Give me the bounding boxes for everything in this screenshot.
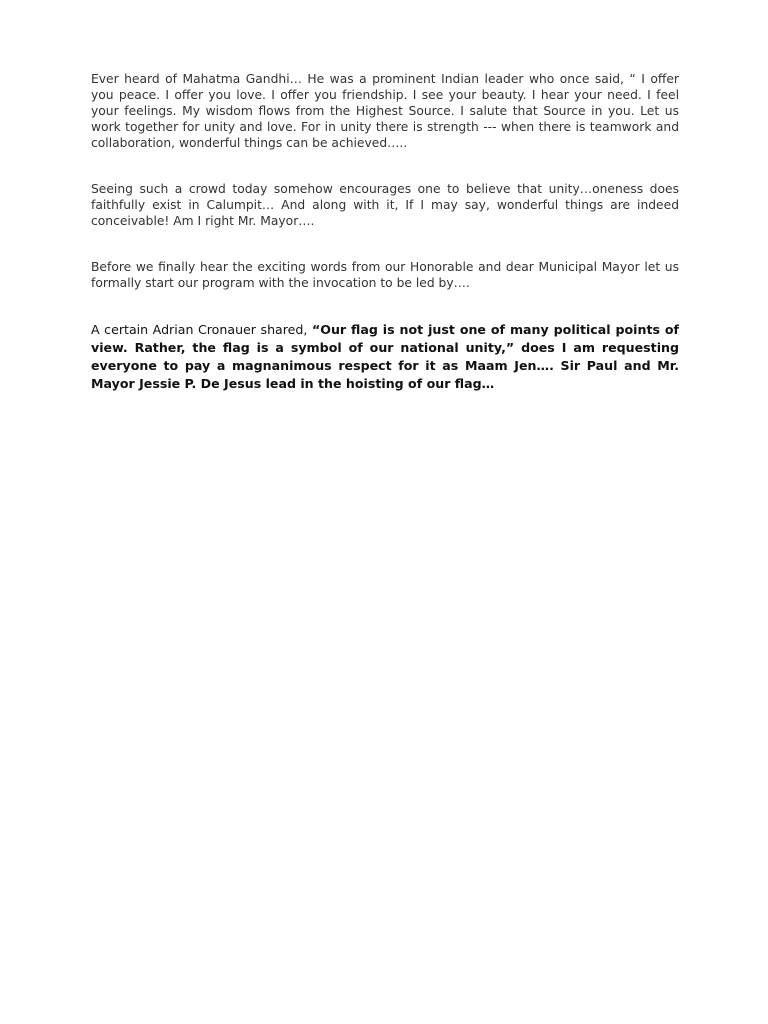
paragraph-flag-hoisting	[91, 321, 679, 393]
paragraph-crowd-unity: Seeing such a crowd today somehow encourages one to believe that unity…oneness does faithfully exist in Calumpit… And along with it, If I may say, wonderful things are indeed conceivable! Am I right Mr. Mayor….	[91, 182, 679, 228]
flag-paragraph-lead: A certain Adrian Cronauer shared,	[91, 322, 312, 337]
paragraph-gandhi-quote: Ever heard of Mahatma Gandhi… He was a prominent Indian leader who once said, “ I offer you peace. I offer you love. I offer you friendship. I see your beauty. I hear your need. I feel your feelings. My wisdom flows from the Highest Source. I salute that Source in you. Let us work together for unity and love. For in unity there is strength --- when there is teamwork and collaboration, wonderful things can be achieved…..	[91, 72, 679, 150]
paragraph-invocation: Before we finally hear the exciting words from our Honorable and dear Municipal Mayor let us formally start our program with the invocation to be led by….	[91, 260, 679, 290]
document-body	[91, 71, 679, 393]
flag-paragraph-quote: “Our flag is not just one of many political points of view. Rather, the flag is a symbol of our national unity,” does I am requesting everyone to pay a magnanimous respect for it as Maam Jen…. Sir Paul and Mr. Mayor Jessie P. De Jesus lead in the hoisting of our flag…	[91, 322, 680, 391]
